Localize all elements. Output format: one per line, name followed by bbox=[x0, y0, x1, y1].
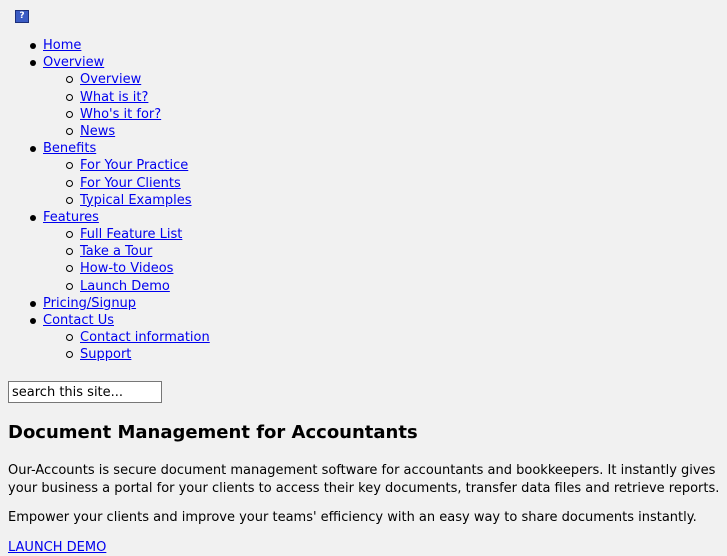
nav-link-pricing-signup[interactable]: Pricing/Signup bbox=[43, 295, 137, 311]
subnav-link-for-your-practice[interactable]: For Your Practice bbox=[80, 158, 189, 174]
subnav-link-support[interactable]: Support bbox=[80, 347, 132, 363]
nav-link-features[interactable]: Features bbox=[43, 209, 99, 225]
nav-link-home[interactable]: Home bbox=[43, 38, 82, 53]
overview-submenu bbox=[43, 71, 210, 140]
nav-link-overview[interactable]: Overview bbox=[43, 55, 105, 71]
nav-item-contact bbox=[43, 312, 210, 364]
subnav-link-contact-information[interactable]: Contact information bbox=[80, 330, 210, 346]
contact-submenu bbox=[43, 329, 210, 363]
subnav-link-take-a-tour[interactable]: Take a Tour bbox=[80, 244, 153, 260]
page-title: Document Management for Accountants bbox=[8, 422, 418, 443]
subnav-link-what-is-it[interactable]: What is it? bbox=[80, 89, 149, 105]
subnav-link-how-to-videos[interactable]: How-to Videos bbox=[80, 261, 174, 277]
benefits-submenu bbox=[43, 157, 210, 209]
intro-paragraph: Our-Accounts is secure document management software for accountants and bookkeepers. It instantly gives your business a portal for your clients to access their key documents, transfer data files and retrieve reports. bbox=[8, 463, 720, 496]
features-submenu bbox=[43, 226, 210, 295]
nav-item-benefits bbox=[43, 140, 210, 209]
subnav-link-overview[interactable]: Overview bbox=[80, 72, 142, 88]
empower-paragraph: Empower your clients and improve your teams' efficiency with an easy way to share documents instantly. bbox=[8, 510, 697, 525]
subnav-link-full-feature-list[interactable]: Full Feature List bbox=[80, 227, 183, 243]
subnav-link-launch-demo[interactable]: Launch Demo bbox=[80, 278, 170, 294]
nav-link-benefits[interactable]: Benefits bbox=[43, 141, 97, 157]
subnav-link-typical-examples[interactable]: Typical Examples bbox=[80, 192, 192, 208]
nav-item-home bbox=[43, 37, 210, 54]
nav-item-pricing bbox=[43, 295, 210, 312]
launch-demo-link[interactable]: LAUNCH DEMO bbox=[8, 540, 107, 555]
subnav-link-for-your-clients[interactable]: For Your Clients bbox=[80, 175, 181, 191]
main-navigation bbox=[0, 37, 210, 364]
search-input[interactable] bbox=[8, 381, 162, 403]
help-icon[interactable]: ? bbox=[15, 10, 29, 23]
nav-item-features bbox=[43, 209, 210, 295]
nav-item-overview bbox=[43, 54, 210, 140]
subnav-link-news[interactable]: News bbox=[80, 123, 116, 139]
subnav-link-whos-it-for[interactable]: Who's it for? bbox=[80, 106, 162, 122]
nav-link-contact-us[interactable]: Contact Us bbox=[43, 313, 114, 328]
